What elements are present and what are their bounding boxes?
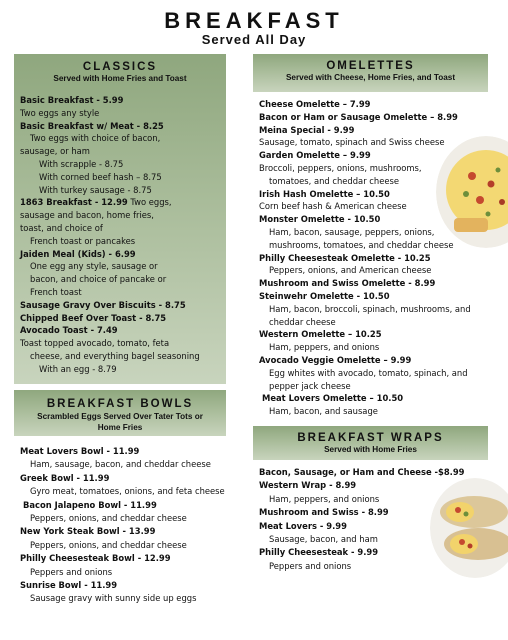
classics-line: French toast xyxy=(30,286,82,297)
wraps-line: Meat Lovers - 9.99 xyxy=(259,520,347,531)
classics-line: sausage and bacon, home fries, xyxy=(20,210,154,221)
classics-line: French toast or pancakes xyxy=(30,235,136,246)
classics-line: With scrapple - 8.75 xyxy=(39,158,124,169)
omelettes-line: Bacon or Ham or Sausage Omelette – 8.99 xyxy=(259,111,458,122)
omelettes-line: Philly Cheesesteak Omelette - 10.25 xyxy=(259,252,431,263)
wraps-line: Western Wrap - 8.99 xyxy=(259,480,357,491)
classics-list xyxy=(20,94,228,376)
bowls-line: Sunrise Bowl - 11.99 xyxy=(20,580,118,591)
bowls-line: Peppers, onions, and cheddar cheese xyxy=(30,513,187,524)
classics-header xyxy=(14,58,226,88)
classics-line: With corned beef hash – 8.75 xyxy=(39,171,162,182)
bowls-header-text xyxy=(14,398,226,433)
menu-subtitle: Served All Day xyxy=(201,32,307,47)
classics-line: Two eggs with choice of bacon, xyxy=(30,133,161,144)
omelettes-line: Steinwehr Omelette - 10.50 xyxy=(259,290,390,301)
bowls-line: Peppers, onions, and cheddar cheese xyxy=(30,539,187,550)
omelettes-line: Mushroom and Swiss Omelette - 8.99 xyxy=(259,278,436,289)
omelettes-line: Cheese Omelette – 7.99 xyxy=(259,99,371,109)
classics-line: Avocado Toast - 7.49 xyxy=(20,325,118,336)
omelettes-line: Corn beef hash & American cheese xyxy=(259,201,407,212)
bowls-line: Bacon Jalapeno Bowl - 11.99 xyxy=(23,499,157,510)
omelettes-subtitle: Served with Cheese, Home Fries, and Toast xyxy=(285,73,456,82)
wraps-subtitle: Served with Home Fries xyxy=(324,445,417,454)
classics-title: CLASSICS xyxy=(82,61,158,73)
wraps-line: Sausage, bacon, and ham xyxy=(269,534,378,545)
wraps-line: Philly Cheesesteak - 9.99 xyxy=(259,547,379,558)
classics-line: toast, and choice of xyxy=(20,222,103,233)
omelettes-line: Meina Special - 9.99 xyxy=(259,124,355,135)
omelettes-header-text xyxy=(253,60,488,82)
omelettes-line: Garden Omelette – 9.99 xyxy=(259,150,371,161)
omelettes-line: Irish Hash Omelette – 10.50 xyxy=(259,188,390,199)
bowls-line: Sausage gravy with sunny side up eggs xyxy=(30,593,197,604)
omelettes-line: Monster Omelette - 10.50 xyxy=(259,214,381,225)
bowls-line: Peppers and onions xyxy=(30,566,113,577)
classics-line: bacon, and choice of pancake or xyxy=(30,274,167,285)
classics-line: Toast topped avocado, tomato, feta xyxy=(20,338,170,349)
wraps-line: Mushroom and Swiss - 8.99 xyxy=(259,507,389,518)
classics-line: Jaiden Meal (Kids) - 6.99 xyxy=(20,248,136,259)
wraps-header-text xyxy=(253,432,488,454)
omelettes-line: pepper jack cheese xyxy=(269,380,351,391)
omelettes-line: cheddar cheese xyxy=(269,316,336,327)
bowls-list xyxy=(20,445,248,606)
bowls-line: Philly Cheesesteak Bowl - 12.99 xyxy=(20,553,171,564)
classics-line: Chipped Beef Over Toast - 8.75 xyxy=(20,312,167,323)
omelettes-line: mushrooms, tomatoes, and cheddar cheese xyxy=(269,239,454,250)
bowls-line: New York Steak Bowl - 13.99 xyxy=(20,526,156,537)
classics-line xyxy=(20,196,228,209)
classics-line: With turkey sausage - 8.75 xyxy=(39,184,152,195)
bowls-line: Ham, sausage, bacon, and cheddar cheese xyxy=(30,459,211,470)
bowls-line: Greek Bowl - 11.99 xyxy=(20,472,110,483)
classics-subtitle: Served with Home Fries and Toast xyxy=(53,74,187,83)
omelettes-line: Peppers, onions, and American cheese xyxy=(269,265,432,276)
wraps-line: Peppers and onions xyxy=(269,560,352,571)
classics-line: Basic Breakfast - 5.99 xyxy=(20,95,124,105)
bowls-line: Gyro meat, tomatoes, onions, and feta cheese xyxy=(30,486,225,497)
omelettes-line: Broccoli, peppers, onions, mushrooms, xyxy=(259,162,422,173)
omelettes-line: Ham, peppers, and onions xyxy=(269,342,380,353)
classics-line: Sausage Gravy Over Biscuits - 8.75 xyxy=(20,299,186,310)
omelettes-line: Western Omelette – 10.25 xyxy=(259,329,382,340)
omelettes-line: Ham, bacon, broccoli, spinach, mushrooms, and xyxy=(269,303,471,314)
classics-1863-name: 1863 Breakfast - 12.99 xyxy=(20,197,128,208)
omelettes-line: Ham, bacon, sausage, peppers, onions, xyxy=(269,226,435,237)
classics-line: Basic Breakfast w/ Meat - 8.25 xyxy=(20,120,164,131)
bowls-title: BREAKFAST BOWLS xyxy=(46,398,194,410)
wraps-list xyxy=(259,466,504,573)
classics-line: One egg any style, sausage or xyxy=(30,261,158,272)
wraps-line: Bacon, Sausage, or Ham and Cheese -$8.99 xyxy=(259,467,465,477)
classics-1863-desc: Two eggs, xyxy=(127,197,172,208)
omelettes-line: Egg whites with avocado, tomato, spinach, and xyxy=(269,367,468,378)
classics-line: Two eggs any style xyxy=(20,107,100,118)
omelettes-line: Meat Lovers Omelette – 10.50 xyxy=(262,393,404,404)
classics-line: cheese, and everything bagel seasoning xyxy=(30,350,200,361)
bowls-line: Meat Lovers Bowl - 11.99 xyxy=(20,446,140,456)
omelettes-title: OMELETTES xyxy=(326,60,415,72)
wraps-line: Ham, peppers, and onions xyxy=(269,493,380,504)
wraps-title: BREAKFAST WRAPS xyxy=(297,432,444,444)
omelettes-list xyxy=(259,98,499,418)
omelettes-line: Ham, bacon, and sausage xyxy=(269,406,378,417)
omelettes-line: Avocado Veggie Omelette – 9.99 xyxy=(259,354,412,365)
omelettes-line: Sausage, tomato, spinach and Swiss cheese xyxy=(259,137,445,148)
classics-line: With an egg - 8.79 xyxy=(39,363,117,374)
omelettes-line: tomatoes, and cheddar cheese xyxy=(269,175,400,186)
bowls-subtitle: Scrambled Eggs Served Over Tater Tots or Home Fries xyxy=(37,412,203,432)
menu-title: BREAKFAST xyxy=(164,8,344,33)
classics-line: sausage, or ham xyxy=(20,146,90,157)
